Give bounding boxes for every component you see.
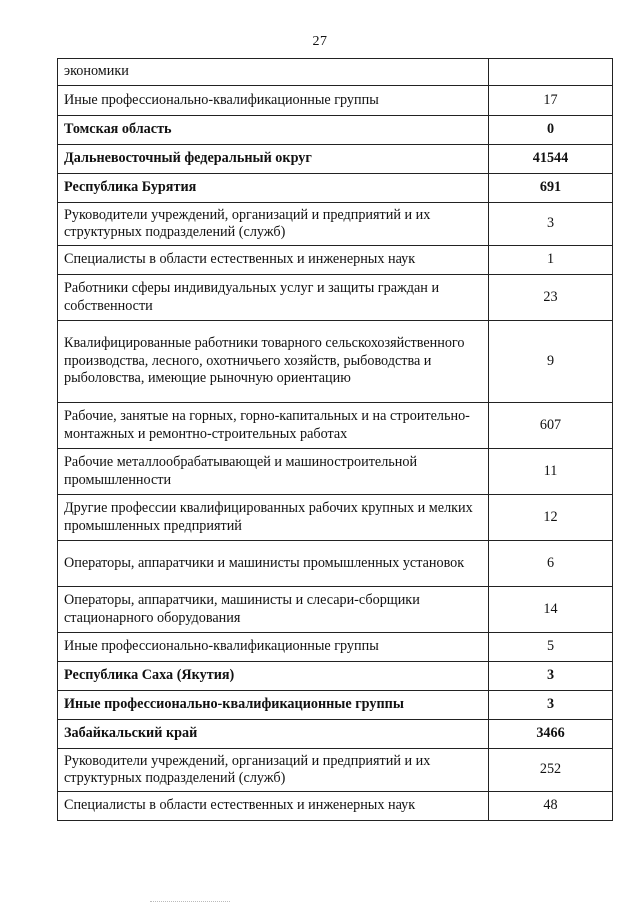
row-value-cell: 12: [489, 495, 613, 541]
row-value-cell: 41544: [489, 145, 613, 174]
row-name-cell: Республика Бурятия: [58, 174, 489, 203]
table-row: [58, 86, 613, 116]
row-value-cell: 1: [489, 246, 613, 275]
row-value-cell: 17: [489, 86, 613, 116]
table-body: [58, 59, 613, 821]
row-value-cell: 9: [489, 321, 613, 403]
table-row: [58, 275, 613, 321]
table-row: [58, 541, 613, 587]
row-name-cell: Иные профессионально-квалификационные группы: [58, 633, 489, 662]
row-value-cell: 11: [489, 449, 613, 495]
row-name-cell: Дальневосточный федеральный округ: [58, 145, 489, 174]
row-value-cell: 23: [489, 275, 613, 321]
row-name-cell: Иные профессионально-квалификационные группы: [58, 86, 489, 116]
row-value-cell: 3: [489, 691, 613, 720]
table-row: [58, 321, 613, 403]
row-name-cell: Руководители учреждений, организаций и предприятий и их структурных подразделений (служб): [58, 749, 489, 792]
row-name-cell: Другие профессии квалифицированных рабочих крупных и мелких промышленных предприятий: [58, 495, 489, 541]
row-name-cell: Руководители учреждений, организаций и предприятий и их структурных подразделений (служб): [58, 203, 489, 246]
table-row: [58, 403, 613, 449]
table-row-region: [58, 174, 613, 203]
table-row: [58, 203, 613, 246]
scan-artifact: [150, 901, 230, 903]
row-value-cell: 14: [489, 587, 613, 633]
table-row: [58, 495, 613, 541]
table-row: [58, 246, 613, 275]
row-name-cell: Рабочие металлообрабатывающей и машиностроительной промышленности: [58, 449, 489, 495]
row-name-cell: Квалифицированные работники товарного сельскохозяйственного производства, лесного, охотничьего хозяйств, рыбоводства и рыболовства, имеющие рыночную ориентацию: [58, 321, 489, 403]
table-row-region: [58, 691, 613, 720]
row-name-cell: экономики: [58, 59, 489, 86]
table-row-region: [58, 720, 613, 749]
row-name-cell: Операторы, аппаратчики, машинисты и слесари-сборщики стационарного оборудования: [58, 587, 489, 633]
row-value-cell: 3: [489, 203, 613, 246]
table-row: [58, 633, 613, 662]
page-number: 27: [312, 34, 328, 49]
row-name-cell: Специалисты в области естественных и инженерных наук: [58, 246, 489, 275]
table-row: [58, 792, 613, 821]
table-row-region: [58, 116, 613, 145]
row-value-cell: 3: [489, 662, 613, 691]
row-value-cell: 3466: [489, 720, 613, 749]
table-row-region: [58, 145, 613, 174]
row-name-cell: Иные профессионально-квалификационные группы: [58, 691, 489, 720]
row-value-cell: 691: [489, 174, 613, 203]
table-row: [58, 749, 613, 792]
row-name-cell: Специалисты в области естественных и инженерных наук: [58, 792, 489, 821]
row-name-cell: Операторы, аппаратчики и машинисты промышленных установок: [58, 541, 489, 587]
row-value-cell: 252: [489, 749, 613, 792]
table-row: [58, 587, 613, 633]
row-name-cell: Рабочие, занятые на горных, горно-капитальных и на строительно-монтажных и ремонтно-строительных работах: [58, 403, 489, 449]
row-value-cell: [489, 59, 613, 86]
row-value-cell: 607: [489, 403, 613, 449]
table-row: [58, 59, 613, 86]
row-value-cell: 5: [489, 633, 613, 662]
row-value-cell: 48: [489, 792, 613, 821]
row-name-cell: Томская область: [58, 116, 489, 145]
table-row: [58, 449, 613, 495]
statistics-table: [57, 58, 613, 821]
table-row-region: [58, 662, 613, 691]
row-name-cell: Работники сферы индивидуальных услуг и защиты граждан и собственности: [58, 275, 489, 321]
row-value-cell: 6: [489, 541, 613, 587]
row-name-cell: Республика Саха (Якутия): [58, 662, 489, 691]
row-name-cell: Забайкальский край: [58, 720, 489, 749]
row-value-cell: 0: [489, 116, 613, 145]
